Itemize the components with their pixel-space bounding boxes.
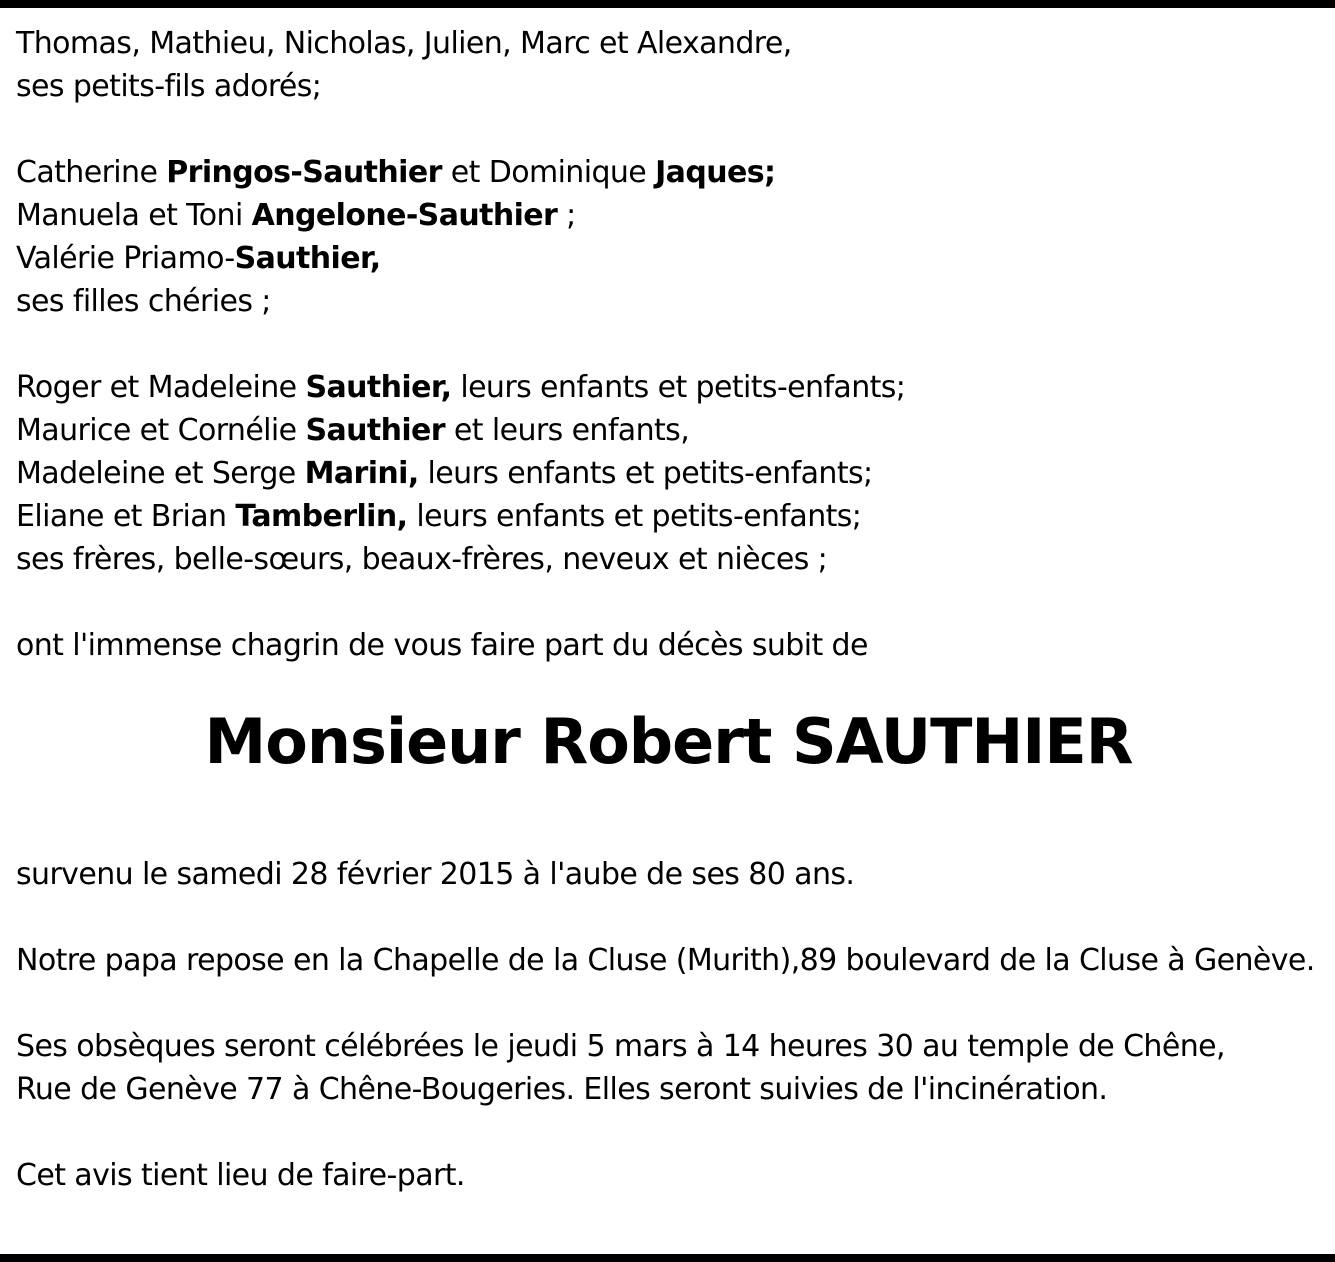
spouse-surname: Jaques; <box>655 155 776 190</box>
sibling-descendants: leurs enfants et petits-enfants; <box>451 370 906 405</box>
sibling-surname: Tamberlin, <box>235 499 408 534</box>
grandsons-names: Thomas, Mathieu, Nicholas, Julien, Marc et Alexandre, <box>16 26 792 61</box>
spouse-given-name: et Dominique <box>441 155 656 190</box>
sibling-surname: Sauthier <box>305 413 445 448</box>
daughters-caption: ses filles chéries ; <box>16 284 271 319</box>
repose-location: Notre papa repose en la Chapelle de la Cluse (Murith),89 boulevard de la Cluse à Genève. <box>16 943 1315 978</box>
funeral-details-line-1: Ses obsèques seront célébrées le jeudi 5 mars à 14 heures 30 au temple de Chêne, <box>16 1029 1225 1064</box>
obituary-notice <box>16 22 1321 1197</box>
grandsons-caption: ses petits-fils adorés; <box>16 69 322 104</box>
date-of-death: survenu le samedi 28 février 2015 à l'aube de ses 80 ans. <box>16 857 855 892</box>
funeral-paragraph <box>16 1025 1321 1111</box>
sibling-line <box>16 452 1321 495</box>
sibling-descendants: leurs enfants et petits-enfants; <box>418 456 873 491</box>
sibling-surname: Sauthier, <box>305 370 452 405</box>
sibling-descendants: leurs enfants et petits-enfants; <box>407 499 862 534</box>
sibling-line <box>16 409 1321 452</box>
sibling-surname: Marini, <box>304 456 419 491</box>
bottom-border-rule <box>0 1254 1335 1262</box>
sibling-given-names: Eliane et Brian <box>16 499 236 534</box>
grandsons-paragraph <box>16 22 1321 108</box>
daughter-given-names: Catherine <box>16 155 167 190</box>
top-border-rule <box>0 0 1335 8</box>
sibling-given-names: Maurice et Cornélie <box>16 413 306 448</box>
announcement-text: ont l'immense chagrin de vous faire part du décès subit de <box>16 628 868 663</box>
sibling-descendants: et leurs enfants, <box>444 413 690 448</box>
sibling-given-names: Roger et Madeleine <box>16 370 306 405</box>
daughter-line <box>16 151 1321 194</box>
closing-paragraph <box>16 1154 1321 1197</box>
daughter-surname: Angelone-Sauthier <box>251 198 558 233</box>
siblings-paragraph <box>16 366 1321 581</box>
funeral-details-line-2: Rue de Genève 77 à Chêne-Bougeries. Elles seront suivies de l'incinération. <box>16 1072 1108 1107</box>
announcement-paragraph <box>16 624 1321 667</box>
daughter-given-names: Valérie Priamo- <box>16 241 235 276</box>
daughters-paragraph <box>16 151 1321 323</box>
sibling-given-names: Madeleine et Serge <box>16 456 305 491</box>
daughter-line <box>16 237 1321 280</box>
daughter-surname: Pringos-Sauthier <box>166 155 442 190</box>
sibling-line <box>16 495 1321 538</box>
deceased-name: Monsieur Robert SAUTHIER <box>204 705 1133 778</box>
closing-text: Cet avis tient lieu de faire-part. <box>16 1158 465 1193</box>
date-paragraph <box>16 853 1321 896</box>
sibling-line <box>16 366 1321 409</box>
daughter-surname: Sauthier, <box>234 241 381 276</box>
repose-paragraph <box>16 939 1321 982</box>
daughter-line <box>16 194 1321 237</box>
daughter-given-names: Manuela et Toni <box>16 198 252 233</box>
line-suffix: ; <box>557 198 576 233</box>
siblings-caption: ses frères, belle-sœurs, beaux-frères, neveux et nièces ; <box>16 542 828 577</box>
